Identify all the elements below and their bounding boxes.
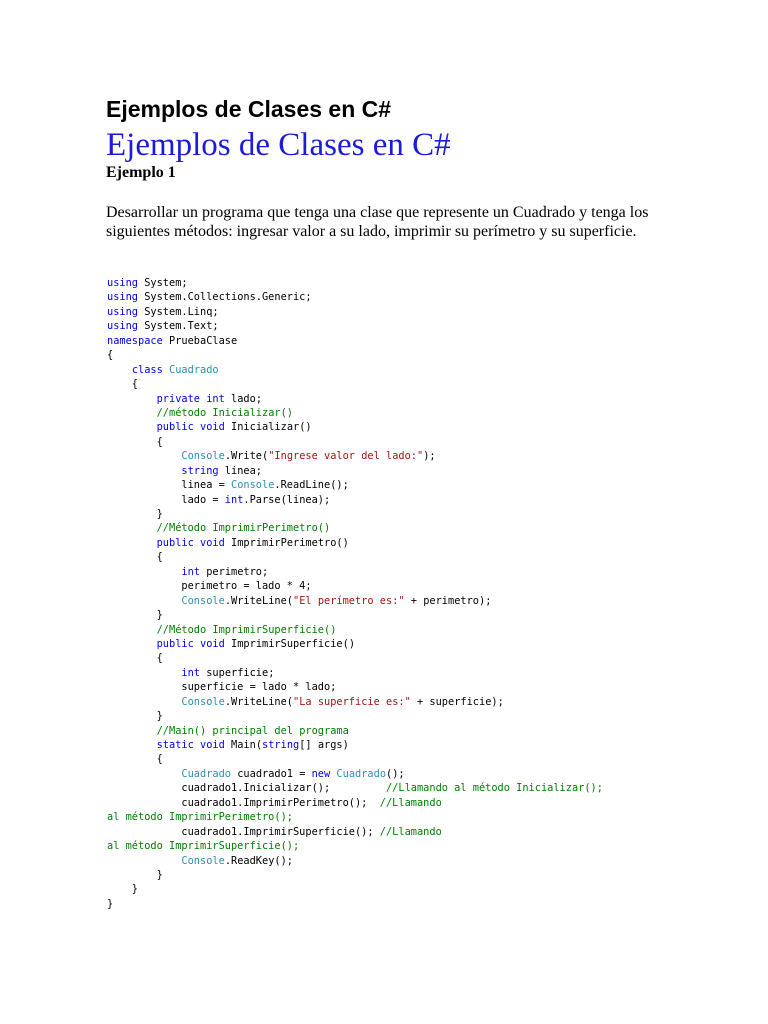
code-string: "Ingrese valor del lado:" [268, 450, 424, 463]
code-line [107, 536, 747, 550]
code-keyword: void [200, 739, 225, 751]
code-line [107, 377, 747, 391]
code-line [107, 493, 747, 507]
code-keyword: namespace [107, 334, 163, 347]
code-line [107, 290, 747, 304]
code-line [107, 724, 747, 738]
code-line [107, 305, 747, 319]
code-text [107, 393, 157, 405]
code-text [107, 407, 157, 419]
code-text: perimetro; [200, 565, 269, 578]
code-text: cuadrado1 = [231, 767, 312, 780]
code-text: + perimetro); [404, 594, 492, 607]
code-line [107, 854, 747, 868]
code-text [107, 465, 181, 477]
code-line [107, 478, 747, 492]
code-comment: //Llamando [379, 796, 442, 809]
code-text: } [107, 897, 114, 910]
code-keyword: public [156, 637, 194, 650]
code-line [107, 550, 747, 564]
code-text: { [107, 378, 138, 391]
code-line [107, 767, 747, 781]
example-subtitle: Ejemplo 1 [106, 164, 176, 181]
code-type-name: Console [181, 854, 225, 867]
code-text: .Write( [224, 450, 269, 463]
code-line [107, 695, 747, 709]
code-text: } [107, 609, 163, 622]
code-string: "La superficie es:" [293, 695, 411, 708]
code-keyword: int [181, 666, 201, 679]
code-text: PruebaClase [162, 334, 238, 347]
code-text [107, 667, 181, 679]
code-keyword: using [107, 291, 138, 304]
code-comment: //Método ImprimirSuperficie() [156, 623, 337, 636]
code-text: cuadrado1.ImprimirPerimetro(); [107, 796, 380, 809]
code-keyword: string [262, 739, 300, 751]
code-line [107, 623, 747, 637]
code-line [107, 521, 747, 535]
code-text [107, 739, 157, 751]
code-comment: al método ImprimirSuperficie(); [107, 840, 300, 853]
code-text: } [107, 710, 163, 723]
code-line [107, 825, 747, 839]
code-text [107, 566, 181, 578]
code-text: System.Collections.Generic; [138, 291, 312, 304]
code-line [107, 420, 747, 434]
code-keyword: private [156, 392, 201, 405]
code-comment: //método Inicializar() [156, 406, 293, 419]
code-text: ImprimirSuperficie() [224, 637, 356, 650]
code-text: } [107, 508, 163, 520]
code-line [107, 680, 747, 694]
code-keyword: using [107, 305, 138, 318]
code-text: Inicializar() [224, 421, 312, 434]
code-line [107, 579, 747, 593]
code-text [107, 522, 157, 534]
code-line [107, 752, 747, 766]
code-text [107, 595, 181, 607]
code-text: .WriteLine( [224, 695, 294, 708]
code-text: { [107, 349, 114, 362]
code-text: linea; [218, 464, 263, 477]
code-text [107, 638, 157, 650]
code-text: } [107, 883, 138, 896]
code-text: cuadrado1.ImprimirSuperficie(); [107, 825, 380, 838]
code-keyword: static [156, 739, 194, 751]
code-keyword: public [156, 421, 194, 434]
code-keyword: new [311, 767, 331, 780]
code-line [107, 319, 747, 333]
code-line [107, 868, 747, 882]
code-text: ImprimirPerimetro() [224, 536, 349, 549]
code-text [107, 364, 132, 376]
code-line [107, 406, 747, 420]
code-keyword: public [156, 536, 194, 549]
code-text: { [107, 551, 163, 564]
code-comment: //Llamando [379, 825, 442, 838]
document-title: Ejemplos de Clases en C# [106, 127, 451, 163]
code-line [107, 897, 747, 911]
code-text [107, 696, 181, 708]
code-text: System; [138, 277, 188, 289]
code-comment: //Llamando al método Inicializar(); [385, 782, 603, 795]
code-line [107, 738, 747, 752]
code-type-name: Console [181, 450, 225, 463]
code-text: lado; [224, 392, 263, 405]
code-text [107, 725, 157, 737]
code-line [107, 565, 747, 579]
code-type-name: Cuadrado [169, 363, 219, 376]
problem-statement: Desarrollar un programa que tenga una clase que represente un Cuadrado y tenga los siguientes métodos: ingresar valor a su lado, imprimir su perímetro y su superficie. [106, 204, 649, 240]
code-text: { [107, 753, 163, 766]
code-line [107, 839, 747, 853]
code-keyword: void [200, 536, 225, 549]
code-line [107, 348, 747, 362]
code-line [107, 666, 747, 680]
code-text: .ReadKey(); [224, 854, 294, 867]
code-type-name: Console [181, 695, 225, 708]
code-text [107, 855, 181, 867]
code-keyword: using [107, 320, 138, 333]
code-keyword: void [200, 421, 225, 434]
code-text: ); [423, 450, 436, 463]
code-text [107, 624, 157, 636]
code-text: Main( [224, 739, 263, 751]
code-keyword: void [200, 637, 225, 650]
code-text [107, 768, 181, 780]
code-text: } [107, 868, 163, 881]
code-line [107, 709, 747, 723]
code-text: { [107, 435, 163, 448]
code-line [107, 334, 747, 348]
code-listing [107, 276, 747, 911]
code-line [107, 651, 747, 665]
code-text: System.Text; [138, 320, 219, 333]
code-type-name: Console [231, 479, 275, 492]
code-line [107, 796, 747, 810]
code-text: perimetro = lado * 4; [107, 580, 312, 593]
code-keyword: int [181, 565, 201, 578]
code-line [107, 608, 747, 622]
code-text: superficie; [200, 666, 275, 679]
code-keyword: int [224, 493, 244, 506]
code-text: .Parse(linea); [243, 493, 331, 506]
code-line [107, 464, 747, 478]
code-text: + superficie); [410, 695, 504, 708]
code-line [107, 637, 747, 651]
code-text: { [107, 652, 163, 665]
code-text: .WriteLine( [224, 594, 294, 607]
code-line [107, 594, 747, 608]
code-text: System.Linq; [138, 305, 219, 318]
code-comment: //Método ImprimirPerimetro() [156, 522, 331, 535]
code-line [107, 392, 747, 406]
code-text [107, 450, 181, 462]
code-string: "El perímetro es:" [293, 594, 405, 607]
code-keyword: int [206, 392, 225, 405]
code-keyword: string [181, 464, 219, 477]
code-line [107, 882, 747, 896]
code-line [107, 810, 747, 824]
code-keyword: class [131, 363, 163, 376]
code-text: .ReadLine(); [274, 479, 349, 492]
code-line [107, 449, 747, 463]
code-text: [] args) [299, 739, 349, 751]
document-heading: Ejemplos de Clases en C# [106, 96, 392, 122]
code-comment: //Main() principal del programa [156, 724, 349, 737]
code-comment: al método ImprimirPerimetro(); [107, 811, 293, 824]
code-type-name: Cuadrado [336, 767, 387, 780]
code-text: linea = [107, 479, 231, 492]
code-text: (); [386, 767, 405, 780]
code-line [107, 363, 747, 377]
code-line [107, 507, 747, 521]
code-type-name: Cuadrado [181, 767, 232, 780]
code-line [107, 276, 747, 290]
code-text [107, 537, 157, 549]
code-keyword: using [107, 277, 138, 289]
code-text: cuadrado1.Inicializar(); [107, 782, 386, 795]
code-text: lado = [107, 493, 225, 506]
code-type-name: Console [181, 594, 225, 607]
code-text [107, 421, 157, 433]
code-line [107, 435, 747, 449]
code-line [107, 781, 747, 795]
code-text: superficie = lado * lado; [107, 681, 337, 694]
